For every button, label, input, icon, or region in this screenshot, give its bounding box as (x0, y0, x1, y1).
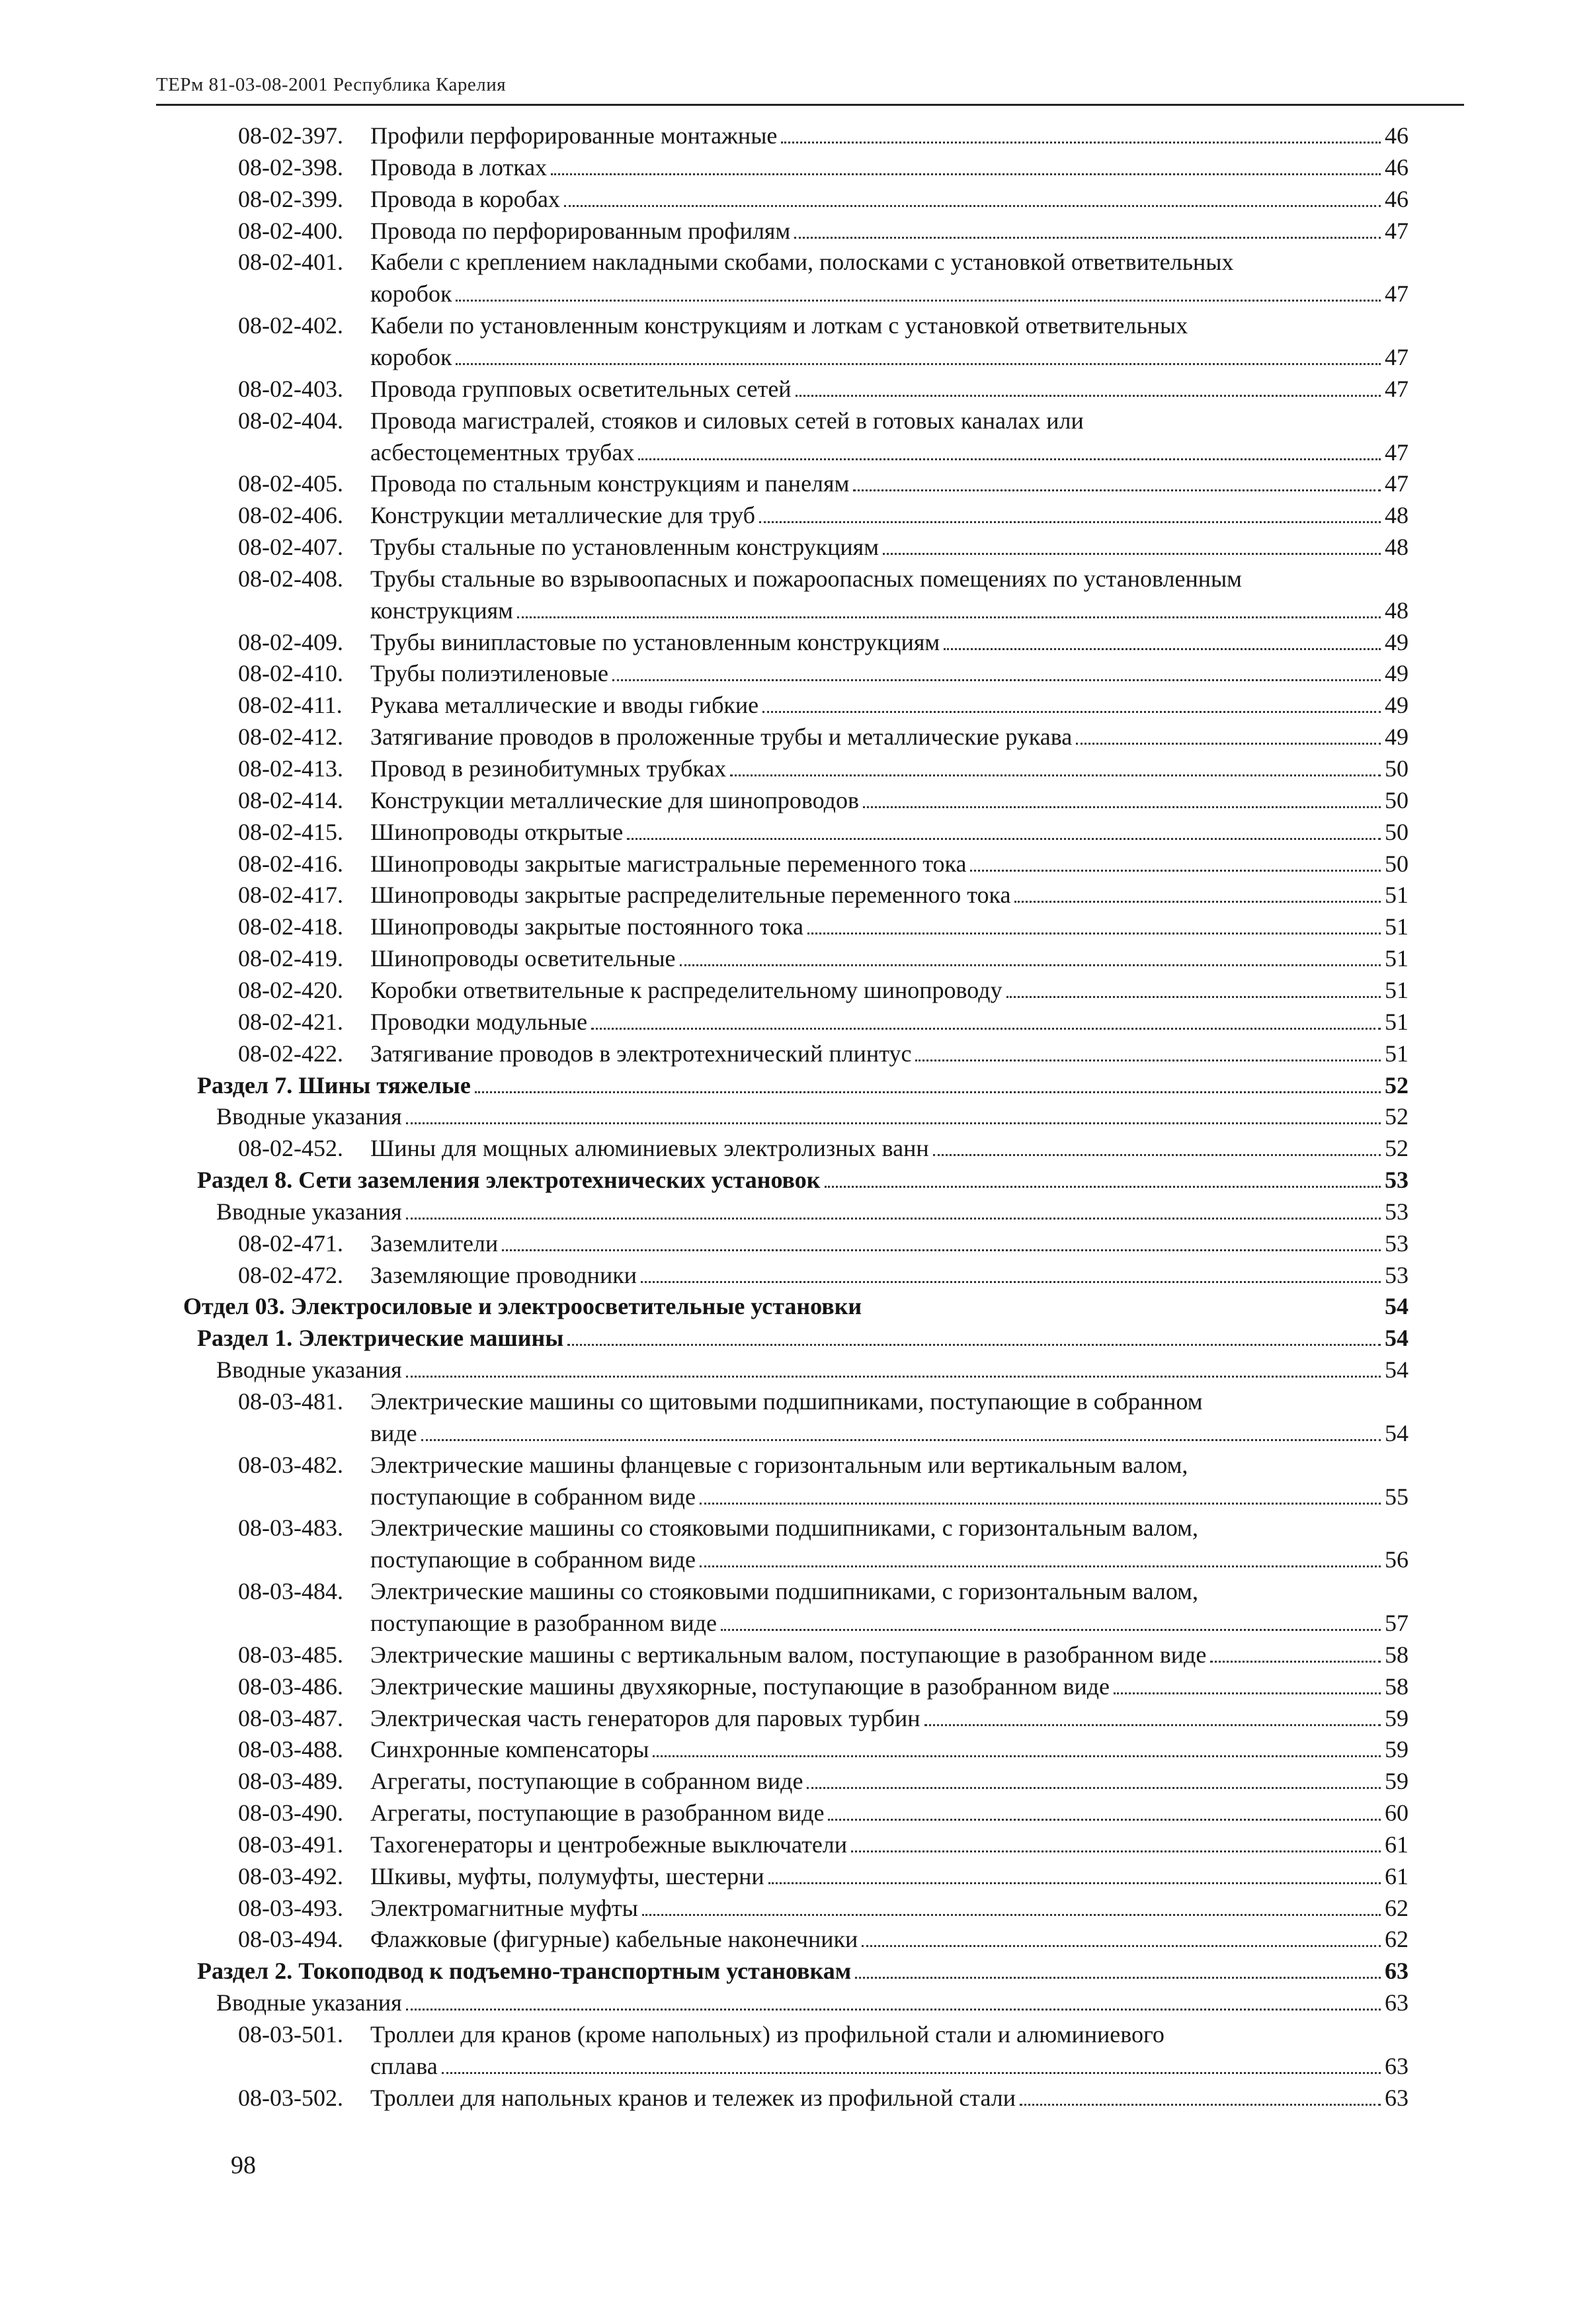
entry-title: Профили перфорированные монтажные (370, 122, 778, 149)
entry-page: 51 (1385, 1008, 1409, 1035)
toc-entry (238, 1735, 1409, 1763)
entry-title: Агрегаты, поступающие в разобранном виде (370, 1800, 825, 1827)
leader-dots (591, 1028, 1381, 1030)
entry-page: 48 (1385, 502, 1409, 529)
entry-code: 08-02-452. (238, 1135, 343, 1162)
toc-entry-continuation (370, 1546, 1409, 1573)
leader-dots (653, 1755, 1381, 1757)
entry-title: Электромагнитные муфты (370, 1894, 638, 1921)
heading-page: 52 (1385, 1103, 1409, 1130)
heading-page: 54 (1385, 1356, 1409, 1384)
entry-title: Затягивание проводов в проложенные трубы и металлические рукава (370, 724, 1073, 751)
toc-entry (238, 2084, 1409, 2112)
entry-title: Агрегаты, поступающие в собранном виде (370, 1768, 803, 1795)
entry-page: 46 (1385, 185, 1409, 212)
leader-dots (700, 1565, 1381, 1567)
header-divider (156, 104, 1464, 106)
entry-title: Провода по стальным конструкциям и панелям (370, 470, 850, 497)
entry-title: Трубы полиэтиленовые (370, 660, 609, 687)
entry-page: 50 (1385, 755, 1409, 782)
entry-page: 53 (1385, 1229, 1409, 1257)
leader-dots (863, 806, 1381, 808)
entry-page: 54 (1385, 1419, 1409, 1446)
heading-title: Раздел 1. Электрические машины (197, 1325, 564, 1352)
leader-dots (759, 521, 1381, 523)
toc-entry (238, 153, 1409, 181)
toc-entry-continuation (370, 1419, 1409, 1447)
entry-code: 08-03-482. (238, 1451, 343, 1478)
leader-dots (1020, 2104, 1381, 2106)
entry-code: 08-02-398. (238, 153, 343, 181)
leader-dots (1006, 996, 1381, 998)
entry-title: Трубы винипластовые по установленным конструкциям (370, 628, 940, 655)
toc-entry (238, 1134, 1409, 1162)
toc-entry (238, 1894, 1409, 1922)
entry-title: Шинопроводы открытые (370, 818, 624, 845)
leader-dots (853, 489, 1381, 491)
entry-code: 08-02-408. (238, 565, 343, 592)
heading-page: 54 (1385, 1293, 1409, 1320)
leader-dots (883, 553, 1381, 555)
entry-title-continuation: поступающие в собранном виде (370, 1546, 696, 1573)
entry-code: 08-02-407. (238, 534, 343, 561)
toc-entry (238, 407, 1084, 435)
entry-code: 08-03-483. (238, 1515, 343, 1542)
entry-title: Шкивы, муфты, полумуфты, шестерни (370, 1862, 764, 1889)
leader-dots (642, 1914, 1381, 1916)
entry-title: Шинопроводы закрытые постоянного тока (370, 913, 803, 940)
entry-page: 59 (1385, 1704, 1409, 1731)
entry-title: Шинопроводы осветительные (370, 945, 676, 972)
toc-entry (238, 2020, 1165, 2048)
entry-code: 08-03-494. (238, 1926, 343, 1953)
entry-page: 48 (1385, 534, 1409, 561)
toc-entry (238, 1704, 1409, 1732)
entry-code: 08-02-415. (238, 818, 343, 845)
entry-title: Синхронные компенсаторы (370, 1736, 649, 1763)
entry-page: 59 (1385, 1768, 1409, 1795)
leader-dots (807, 933, 1381, 934)
entry-code: 08-03-491. (238, 1831, 343, 1858)
leader-dots (855, 1977, 1381, 1979)
leader-dots (924, 1724, 1381, 1726)
leader-dots (551, 173, 1381, 175)
entry-page: 50 (1385, 850, 1409, 877)
leader-dots (796, 395, 1381, 397)
entry-title: Электрические машины со стояковыми подшипниками, с горизонтальным валом, (370, 1515, 1198, 1542)
entry-title: Шинопроводы закрытые магистральные переменного тока (370, 850, 967, 877)
entry-code: 08-02-420. (238, 976, 343, 1003)
toc-entry (238, 723, 1409, 751)
entry-page: 50 (1385, 818, 1409, 845)
toc-department-heading (183, 1292, 1409, 1320)
entry-title: Провода в лотках (370, 153, 548, 181)
entry-code: 08-02-399. (238, 185, 343, 212)
entry-code: 08-03-502. (238, 2084, 343, 2111)
toc-intro (216, 1102, 1409, 1130)
entry-page: 55 (1385, 1483, 1409, 1510)
toc-entry (238, 565, 1242, 593)
entry-title: Кабели по установленным конструкциям и лоткам с установкой ответвительных (370, 312, 1188, 339)
entry-title: Конструкции металлические для труб (370, 502, 755, 529)
toc-entry-continuation (370, 1483, 1409, 1511)
toc-entry (238, 217, 1409, 245)
toc-entry (238, 375, 1409, 403)
entry-page: 51 (1385, 882, 1409, 909)
entry-page: 46 (1385, 153, 1409, 181)
toc-entry (238, 248, 1233, 276)
entry-title: Кабели с креплением накладными скобами, полосками с установкой ответвительных (370, 249, 1234, 276)
toc-entry (238, 1799, 1409, 1827)
toc-entry-continuation (370, 438, 1409, 466)
toc-entry (238, 850, 1409, 878)
entry-title: Конструкции металлические для шинопроводов (370, 786, 859, 813)
heading-title: Вводные указания (216, 1989, 402, 2016)
toc-entry (238, 1514, 1198, 1542)
toc-entry (238, 1925, 1409, 1953)
entry-title: Электрические машины фланцевые с горизонтальным или вертикальным валом, (370, 1451, 1188, 1478)
leader-dots (406, 1218, 1381, 1220)
entry-page: 49 (1385, 628, 1409, 655)
entry-title-continuation: поступающие в разобранном виде (370, 1609, 717, 1636)
entry-code: 08-02-472. (238, 1261, 343, 1288)
leader-dots (794, 237, 1381, 239)
entry-title: Проводки модульные (370, 1008, 588, 1035)
leader-dots (933, 1154, 1381, 1156)
leader-dots (406, 2009, 1381, 2011)
entry-code: 08-03-486. (238, 1673, 343, 1700)
entry-title-continuation: сплава (370, 2052, 438, 2079)
entry-code: 08-02-471. (238, 1229, 343, 1257)
entry-code: 08-03-492. (238, 1862, 343, 1889)
leader-dots (825, 1186, 1381, 1188)
entry-title-continuation: поступающие в собранном виде (370, 1483, 696, 1510)
heading-title: Раздел 8. Сети заземления электротехнических установок (197, 1167, 821, 1194)
entry-code: 08-02-406. (238, 502, 343, 529)
leader-dots (862, 1945, 1381, 1947)
entry-page: 59 (1385, 1736, 1409, 1763)
heading-title: Раздел 7. Шины тяжелые (197, 1071, 471, 1099)
entry-title: Трубы стальные во взрывоопасных и пожароопасных помещениях по установленным (370, 565, 1242, 592)
entry-code: 08-02-402. (238, 312, 343, 339)
entry-code: 08-02-412. (238, 724, 343, 751)
leader-dots (807, 1787, 1381, 1789)
leader-dots (638, 458, 1381, 460)
entry-title: Трубы стальные по установленным конструкциям (370, 534, 879, 561)
toc-entry (238, 1673, 1409, 1700)
heading-title: Вводные указания (216, 1198, 402, 1225)
leader-dots (406, 1376, 1381, 1378)
entry-title: Затягивание проводов в электротехнический плинтус (370, 1040, 912, 1067)
entry-page: 47 (1385, 217, 1409, 244)
leader-dots (1114, 1692, 1381, 1694)
entry-code: 08-02-413. (238, 755, 343, 782)
toc-entry (238, 755, 1409, 782)
leader-dots (567, 1344, 1381, 1346)
toc-section-heading (197, 1957, 1409, 1985)
entry-page: 47 (1385, 280, 1409, 308)
entry-title: Троллеи для напольных кранов и тележек из профильной стали (370, 2084, 1016, 2111)
entry-title: Электрические машины с вертикальным валом, поступающие в разобранном виде (370, 1641, 1207, 1668)
toc-entry (238, 1008, 1409, 1036)
entry-page: 63 (1385, 2084, 1409, 2111)
leader-dots (475, 1091, 1381, 1093)
entry-code: 08-02-404. (238, 407, 343, 434)
entry-code: 08-02-397. (238, 122, 343, 149)
leader-dots (627, 838, 1381, 840)
entry-title-continuation: асбестоцементных трубах (370, 438, 635, 466)
toc-entry (238, 185, 1409, 213)
entry-page: 51 (1385, 945, 1409, 972)
entry-page: 61 (1385, 1862, 1409, 1889)
leader-dots (456, 300, 1381, 302)
heading-page: 63 (1385, 1989, 1409, 2016)
toc-entry (238, 122, 1409, 149)
toc-section-heading (197, 1166, 1409, 1194)
entry-page: 63 (1385, 2052, 1409, 2079)
running-header: ТЕРм 81-03-08-2001 Республика Карелия (156, 74, 507, 95)
heading-title: Раздел 2. Токоподвод к подъемно-транспортным установкам (197, 1958, 852, 1985)
toc-entry-continuation (370, 343, 1409, 371)
entry-title: Электрическая часть генераторов для паровых турбин (370, 1704, 920, 1731)
entry-page: 47 (1385, 375, 1409, 402)
entry-page: 49 (1385, 660, 1409, 687)
entry-code: 08-03-485. (238, 1641, 343, 1668)
leader-dots (641, 1281, 1381, 1283)
leader-dots (721, 1629, 1381, 1631)
entry-title: Электрические машины со стояковыми подшипниками, с горизонтальным валом, (370, 1578, 1198, 1605)
leader-dots (564, 205, 1381, 207)
toc-entry (238, 1261, 1409, 1289)
entry-page: 62 (1385, 1926, 1409, 1953)
toc-intro (216, 1198, 1409, 1225)
entry-page: 58 (1385, 1673, 1409, 1700)
heading-page: 52 (1385, 1071, 1409, 1099)
leader-dots (456, 363, 1381, 365)
toc-entry (238, 913, 1409, 940)
leader-dots (851, 1850, 1381, 1852)
entry-title-continuation: конструкциям (370, 597, 513, 624)
heading-title: Вводные указания (216, 1356, 402, 1384)
entry-code: 08-02-421. (238, 1008, 343, 1035)
entry-code: 08-03-488. (238, 1736, 343, 1763)
entry-title: Провод в резинобитумных трубках (370, 755, 727, 782)
toc-entry (238, 1577, 1198, 1605)
heading-title: Вводные указания (216, 1103, 402, 1130)
heading-page: 63 (1385, 1958, 1409, 1985)
entry-title: Шины для мощных алюминиевых электролизных ванн (370, 1135, 929, 1162)
toc-entry (238, 1641, 1409, 1669)
toc-entry (238, 1862, 1409, 1890)
toc-entry (238, 881, 1409, 909)
entry-page: 49 (1385, 692, 1409, 719)
leader-dots (1076, 743, 1381, 745)
toc-entry (238, 659, 1409, 687)
entry-code: 08-02-422. (238, 1040, 343, 1067)
entry-code: 08-02-419. (238, 945, 343, 972)
entry-title: Провода по перфорированным профилям (370, 217, 791, 244)
entry-page: 50 (1385, 786, 1409, 813)
entry-title: Заземляющие проводники (370, 1261, 637, 1288)
toc-entry (238, 1451, 1188, 1479)
entry-code: 08-02-416. (238, 850, 343, 877)
leader-dots (680, 964, 1381, 966)
leader-dots (700, 1503, 1381, 1505)
entry-page: 56 (1385, 1546, 1409, 1573)
entry-page: 47 (1385, 438, 1409, 466)
leader-dots (828, 1819, 1381, 1821)
entry-title: Коробки ответвительные к распределительному шинопроводу (370, 976, 1002, 1003)
entry-title: Рукава металлические и вводы гибкие (370, 692, 759, 719)
leader-dots (502, 1249, 1381, 1251)
entry-code: 08-03-501. (238, 2021, 343, 2048)
entry-title: Провода групповых осветительных сетей (370, 375, 792, 402)
entry-title: Провода магистралей, стояков и силовых сетей в готовых каналах или (370, 407, 1084, 434)
entry-title: Флажковые (фигурные) кабельные наконечники (370, 1926, 858, 1953)
toc-entry-continuation (370, 1609, 1409, 1637)
entry-code: 08-03-489. (238, 1768, 343, 1795)
entry-code: 08-03-490. (238, 1800, 343, 1827)
toc-entry (238, 944, 1409, 972)
page-number: 98 (231, 2151, 256, 2179)
heading-page: 53 (1385, 1198, 1409, 1225)
toc-intro (216, 1356, 1409, 1384)
entry-page: 51 (1385, 976, 1409, 1003)
heading-page: 54 (1385, 1325, 1409, 1352)
entry-page: 48 (1385, 597, 1409, 624)
toc-entry (238, 470, 1409, 497)
toc-entry (238, 1040, 1409, 1067)
toc-entry (238, 311, 1188, 339)
entry-code: 08-02-401. (238, 249, 343, 276)
entry-title-continuation: виде (370, 1419, 417, 1446)
entry-page: 47 (1385, 343, 1409, 370)
toc-entry (238, 628, 1409, 656)
entry-title: Электрические машины двухякорные, поступающие в разобранном виде (370, 1673, 1110, 1700)
entry-page: 61 (1385, 1831, 1409, 1858)
entry-page: 52 (1385, 1135, 1409, 1162)
toc-entry (238, 818, 1409, 846)
toc-entry-continuation (370, 597, 1409, 624)
entry-code: 08-02-400. (238, 217, 343, 244)
toc-entry-continuation (370, 280, 1409, 308)
toc-entry (238, 1229, 1409, 1257)
entry-code: 08-03-487. (238, 1704, 343, 1731)
heading-title: Отдел 03. Электросиловые и электроосветительные установки (183, 1293, 862, 1320)
entry-code: 08-02-411. (238, 692, 343, 719)
entry-page: 51 (1385, 913, 1409, 940)
entry-title-continuation: коробок (370, 343, 452, 370)
toc-entry (238, 1388, 1203, 1415)
toc-entry (238, 786, 1409, 814)
leader-dots (612, 679, 1381, 681)
entry-code: 08-03-481. (238, 1388, 343, 1415)
entry-page: 60 (1385, 1800, 1409, 1827)
entry-title: Шинопроводы закрытые распределительные переменного тока (370, 882, 1011, 909)
entry-code: 08-03-493. (238, 1894, 343, 1921)
leader-dots (781, 142, 1381, 144)
entry-code: 08-03-484. (238, 1578, 343, 1605)
entry-title: Троллеи для кранов (кроме напольных) из профильной стали и алюминиевого (370, 2021, 1165, 2048)
entry-code: 08-02-414. (238, 786, 343, 813)
entry-title: Заземлители (370, 1229, 499, 1257)
entry-page: 47 (1385, 470, 1409, 497)
entry-page: 57 (1385, 1609, 1409, 1636)
toc-entry (238, 691, 1409, 719)
entry-code: 08-02-405. (238, 470, 343, 497)
entry-page: 58 (1385, 1641, 1409, 1668)
entry-page: 51 (1385, 1040, 1409, 1067)
toc-entry-continuation (370, 2052, 1409, 2080)
toc-section-heading (197, 1324, 1409, 1352)
toc-entry (238, 501, 1409, 529)
leader-dots (442, 2072, 1381, 2074)
entry-title: Тахогенераторы и центробежные выключатели (370, 1831, 848, 1858)
leader-dots (730, 774, 1381, 776)
toc-entry (238, 1767, 1409, 1795)
entry-code: 08-02-417. (238, 882, 343, 909)
entry-title: Провода в коробах (370, 185, 560, 212)
entry-code: 08-02-410. (238, 660, 343, 687)
leader-dots (406, 1122, 1381, 1124)
leader-dots (1210, 1661, 1381, 1663)
leader-dots (1014, 901, 1381, 903)
leader-dots (970, 870, 1381, 872)
leader-dots (517, 616, 1381, 618)
toc-entry (238, 533, 1409, 561)
entry-page: 53 (1385, 1261, 1409, 1288)
entry-title: Электрические машины со щитовыми подшипниками, поступающие в собранном (370, 1388, 1203, 1415)
entry-title-continuation: коробок (370, 280, 452, 308)
entry-page: 62 (1385, 1894, 1409, 1921)
leader-dots (762, 711, 1381, 713)
toc-entry (238, 976, 1409, 1004)
leader-dots (421, 1439, 1381, 1441)
entry-code: 08-02-409. (238, 628, 343, 655)
entry-code: 08-02-403. (238, 375, 343, 402)
heading-page: 53 (1385, 1167, 1409, 1194)
toc-section-heading (197, 1071, 1409, 1099)
toc-entry (238, 1831, 1409, 1858)
leader-dots (768, 1882, 1381, 1884)
entry-code: 08-02-418. (238, 913, 343, 940)
leader-dots (944, 648, 1381, 650)
entry-page: 49 (1385, 724, 1409, 751)
toc-intro (216, 1989, 1409, 2016)
leader-dots (915, 1059, 1381, 1061)
entry-page: 46 (1385, 122, 1409, 149)
